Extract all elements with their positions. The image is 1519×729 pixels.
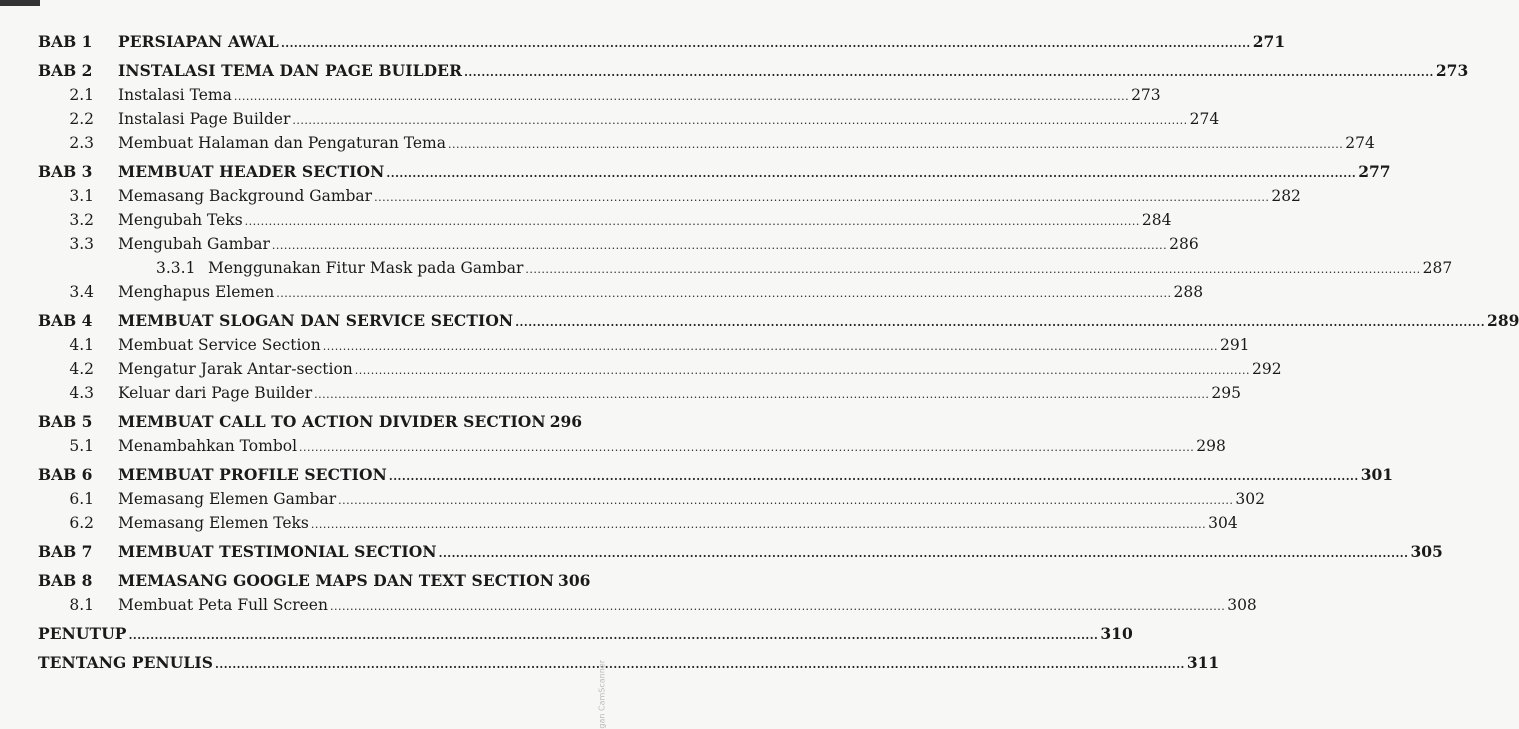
toc-entry — [38, 540, 1443, 564]
toc-entry — [38, 622, 1133, 646]
toc-dot-leader — [439, 542, 1409, 566]
toc-entry-title: Menggunakan Fitur Mask pada Gambar — [208, 259, 524, 277]
toc-entry — [38, 434, 1226, 458]
toc-entry-number: BAB 4 — [38, 311, 93, 330]
table-of-contents — [38, 30, 1519, 675]
toc-entry-title: Mengubah Teks — [118, 211, 243, 229]
toc-entry-title: MEMBUAT CALL TO ACTION DIVIDER SECTION — [118, 412, 546, 431]
toc-entry-page-number: 282 — [1271, 187, 1301, 205]
toc-dot-leader — [234, 85, 1129, 109]
toc-entry-page-number: 284 — [1141, 211, 1172, 229]
toc-entry — [38, 463, 1394, 487]
toc-entry — [38, 256, 1453, 280]
toc-dot-leader — [215, 653, 1185, 677]
toc-entry — [38, 487, 1265, 511]
toc-entry — [38, 280, 1204, 304]
toc-entry-page-number: 295 — [1211, 384, 1241, 402]
toc-entry-page-number: 305 — [1410, 542, 1443, 561]
toc-entry-page-number: 273 — [1435, 61, 1469, 80]
toc-entry-page-number: 311 — [1186, 653, 1220, 672]
toc-entry-title: INSTALASI TEMA DAN PAGE BUILDER — [118, 61, 463, 80]
toc-entry-page-number: 301 — [1360, 465, 1394, 484]
toc-entry-title: TENTANG PENULIS — [38, 653, 214, 672]
toc-entry-page-number: 286 — [1169, 235, 1199, 253]
toc-entry-number: 8.1 — [69, 596, 94, 614]
toc-entry — [38, 232, 1199, 256]
toc-entry-title: Memasang Background Gambar — [118, 187, 373, 205]
toc-entry — [38, 569, 591, 593]
toc-entry — [38, 30, 1286, 54]
toc-entry-page-number: 308 — [1227, 596, 1257, 614]
toc-entry — [38, 651, 1220, 675]
toc-dot-leader — [374, 186, 1269, 210]
toc-dot-leader — [330, 595, 1225, 619]
toc-dot-leader — [464, 61, 1434, 85]
toc-entry-page-number: 274 — [1345, 134, 1375, 152]
toc-dot-leader — [281, 32, 1251, 56]
toc-dot-leader — [525, 258, 1420, 282]
toc-entry — [38, 593, 1257, 617]
toc-entry-page-number: 292 — [1252, 360, 1282, 378]
toc-entry-page-number: 304 — [1208, 514, 1238, 532]
toc-entry-page-number: 274 — [1189, 110, 1220, 128]
toc-entry-number: BAB 1 — [38, 32, 93, 51]
toc-entry-title: Menghapus Elemen — [118, 283, 275, 301]
toc-entry — [38, 131, 1375, 155]
toc-entry-title: MEMBUAT TESTIMONIAL SECTION — [118, 542, 437, 561]
toc-entry-page-number: 296 — [549, 412, 583, 431]
toc-entry-page-number: 306 — [558, 571, 591, 590]
toc-entry-number: BAB 2 — [38, 61, 93, 80]
toc-entry-title: Membuat Service Section — [118, 336, 321, 354]
toc-dot-leader — [276, 282, 1171, 306]
toc-entry-number: 3.4 — [69, 283, 94, 301]
toc-entry-title: MEMBUAT HEADER SECTION — [118, 162, 385, 181]
toc-entry-page-number: 287 — [1422, 259, 1453, 277]
toc-dot-leader — [386, 162, 1356, 186]
toc-entry-number: 6.1 — [69, 490, 94, 508]
toc-entry — [38, 83, 1161, 107]
page-top-mark — [0, 0, 40, 6]
toc-entry-title: Instalasi Page Builder — [118, 110, 291, 128]
toc-entry-number: 2.2 — [69, 110, 94, 128]
toc-entry-number: 4.3 — [69, 384, 94, 402]
toc-entry-title: Menambahkan Tombol — [118, 437, 298, 455]
toc-entry-number: 3.2 — [69, 211, 94, 229]
toc-entry-title: Membuat Halaman dan Pengaturan Tema — [118, 134, 446, 152]
toc-dot-leader — [245, 210, 1140, 234]
toc-entry-page-number: 271 — [1252, 32, 1286, 51]
toc-entry — [38, 59, 1469, 83]
toc-entry-number: 3.1 — [69, 187, 94, 205]
toc-entry-title: Memasang Elemen Gambar — [118, 490, 337, 508]
scanner-watermark: gan CamScanner — [598, 660, 607, 729]
toc-entry — [38, 184, 1301, 208]
toc-entry-number: 2.3 — [69, 134, 94, 152]
toc-entry-page-number: 273 — [1131, 86, 1161, 104]
toc-entry-title: MEMASANG GOOGLE MAPS DAN TEXT SECTION — [118, 571, 555, 590]
toc-entry-title: Keluar dari Page Builder — [118, 384, 313, 402]
toc-entry-number: 3.3 — [69, 235, 94, 253]
toc-entry-page-number: 291 — [1219, 336, 1250, 354]
toc-dot-leader — [355, 359, 1250, 383]
toc-entry — [38, 410, 583, 434]
toc-entry — [38, 381, 1241, 405]
toc-dot-leader — [272, 234, 1167, 258]
toc-entry-page-number: 277 — [1358, 162, 1391, 181]
toc-dot-leader — [129, 624, 1099, 648]
toc-entry — [38, 309, 1519, 333]
toc-entry-number: 4.1 — [69, 336, 94, 354]
toc-entry — [38, 357, 1282, 381]
toc-entry-title: PENUTUP — [38, 624, 127, 643]
toc-entry-number: 4.2 — [69, 360, 94, 378]
toc-entry-title: Mengubah Gambar — [118, 235, 270, 253]
toc-dot-leader — [311, 513, 1206, 537]
toc-dot-leader — [323, 335, 1218, 359]
toc-entry-number: 3.3.1 — [156, 259, 196, 277]
toc-entry-page-number: 302 — [1235, 490, 1265, 508]
toc-dot-leader — [338, 489, 1233, 513]
toc-entry — [38, 511, 1238, 535]
toc-entry — [38, 160, 1391, 184]
toc-dot-leader — [448, 133, 1343, 157]
toc-entry-title: MEMBUAT PROFILE SECTION — [118, 465, 387, 484]
toc-entry — [38, 107, 1220, 131]
toc-entry-number: BAB 8 — [38, 571, 93, 590]
toc-entry-number: BAB 7 — [38, 542, 93, 561]
toc-entry-title: Membuat Peta Full Screen — [118, 596, 328, 614]
toc-dot-leader — [292, 109, 1187, 133]
toc-entry — [38, 333, 1250, 357]
toc-dot-leader — [299, 436, 1194, 460]
toc-entry — [38, 208, 1172, 232]
toc-entry-number: 6.2 — [69, 514, 94, 532]
toc-entry-number: 2.1 — [69, 86, 94, 104]
toc-entry-title: Memasang Elemen Teks — [118, 514, 309, 532]
toc-dot-leader — [389, 465, 1359, 489]
toc-dot-leader — [515, 311, 1485, 335]
toc-entry-page-number: 288 — [1173, 283, 1204, 301]
toc-entry-number: BAB 6 — [38, 465, 93, 484]
toc-entry-title: Mengatur Jarak Antar-section — [118, 360, 353, 378]
toc-entry-number: BAB 5 — [38, 412, 93, 431]
toc-dot-leader — [314, 383, 1209, 407]
toc-entry-number: BAB 3 — [38, 162, 93, 181]
toc-entry-page-number: 289 — [1487, 311, 1519, 330]
toc-entry-title: MEMBUAT SLOGAN DAN SERVICE SECTION — [118, 311, 514, 330]
toc-entry-page-number: 298 — [1196, 437, 1226, 455]
toc-entry-title: Instalasi Tema — [118, 86, 232, 104]
toc-entry-title: PERSIAPAN AWAL — [118, 32, 279, 51]
toc-entry-number: 5.1 — [69, 437, 94, 455]
toc-entry-page-number: 310 — [1100, 624, 1133, 643]
